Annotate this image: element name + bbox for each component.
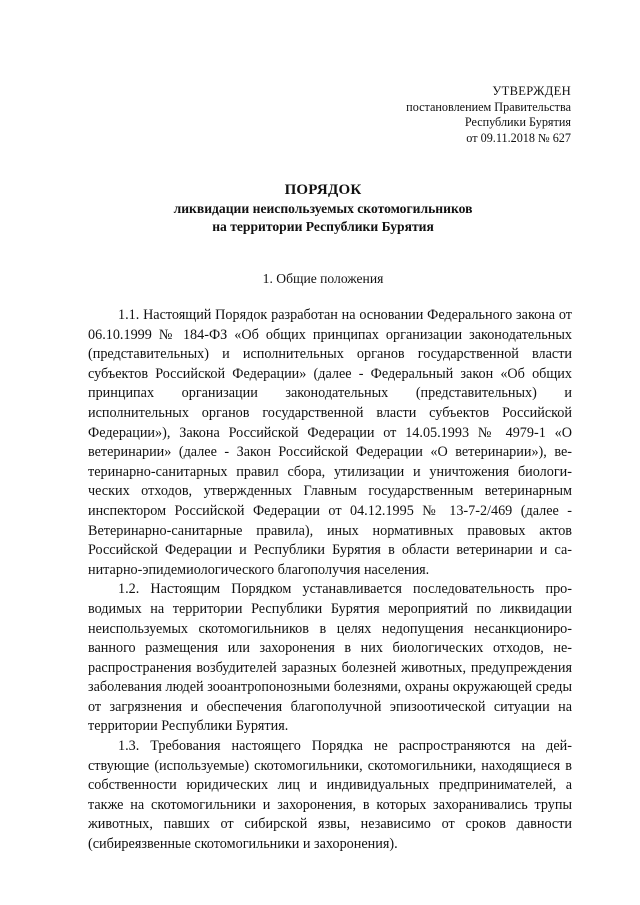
approval-line-approved: УТВЕРЖДЕН: [492, 84, 571, 98]
document-title: ПОРЯДОК: [284, 182, 362, 198]
paragraph-1-2: 1.2. Настоящим Порядком устанавливается последовательность проводимых на территории Республики Бурятия мероприятий по ликвидации неиспользуемых скотомогильников в целях недопущения несанкционированного размещения или захоронения в них биологических отходов, нераспространения возбудителей заразных болезней животных, предупреждения заболевания людей зооантропонозными болезнями, охраны окружающей среды от загрязнения и обеспечения благополучной эпизоотической ситуации на территории Республики Бурятия.: [88, 581, 572, 735]
approval-stamp: [406, 84, 571, 146]
document-subtitle-line-2: на территории Республики Бурятия: [212, 219, 434, 234]
paragraph-1-3: 1.3. Требования настоящего Порядка не распространяются на действующие (используемые) скотомогильники, скотомогильники, находящиеся в собственности юридических лиц и индивидуальных предпринимателей, а также на скотомогильники и захоронения, в которых захоранивались трупы животных, павших от сибирской язвы, независимо от сроков давности (сибиреязвенные скотомогильники и захоронения).: [88, 738, 572, 853]
document-body: [88, 306, 572, 855]
section-heading: 1. Общие положения: [262, 271, 384, 286]
document-title-block: [100, 180, 546, 236]
paragraph-1-1: 1.1. Настоящий Порядок разработан на основании Федерального закона от 06.10.1999 № 184-ФЗ «Об общих принципах организации законодательных (представительных) и исполнительных органов государственной власти субъектов Российской Федерации» (далее - Федеральный закон «Об общих принципах организации законодательных (представительных) и исполнительных органов государственной власти субъектов Российской Федерации»), Закона Российской Федерации от 14.05.1993 № 4979-1 «О ветеринарии» (далее - Закон Российской Федерации «О ветеринарии»), ветеринарно-санитарных правил сбора, утилизации и уничтожения биологических отходов, утвержденных Главным государственным ветеринарным инспектором Российской Федерации от 04.12.1995 № 13-7-2/469 (далее - Ветеринарно-санитарные правила), иных нормативных правовых актов Российской Федерации и Республики Бурятия в области ветеринарии и санитарно-эпидемиологического благополучия населения.: [88, 307, 572, 578]
approval-line-resolution: постановлением Правительства: [406, 99, 571, 114]
approval-line-date-number: от 09.11.2018 № 627: [466, 130, 571, 145]
approval-line-republic: Республики Бурятия: [464, 115, 571, 130]
document-subtitle-line-1: ликвидации неиспользуемых скотомогильников: [173, 201, 473, 216]
